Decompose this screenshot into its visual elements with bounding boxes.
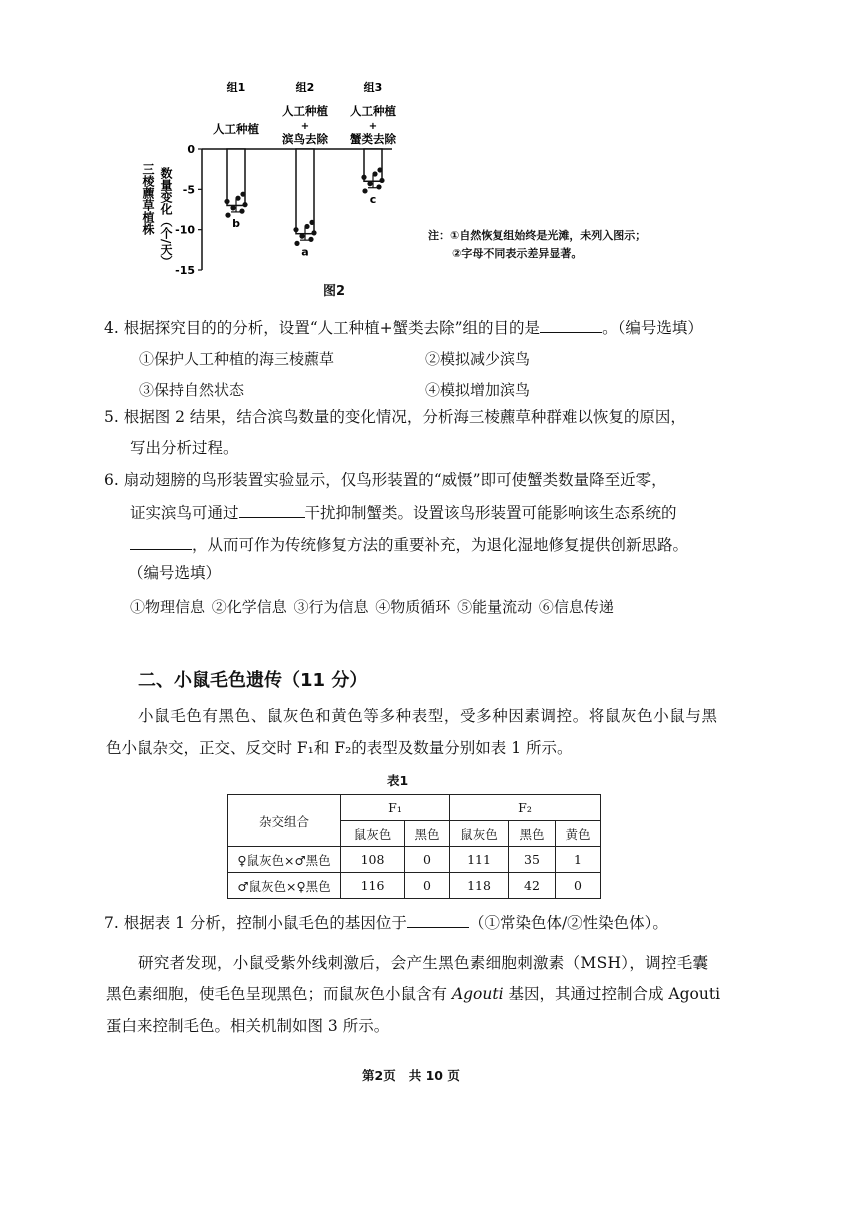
table-header-f2: F₂ [450,795,601,821]
paragraph-2-line2 [106,987,720,1003]
y-tick-label: -5 [182,183,195,197]
gene-name: Agouti [451,985,504,1003]
table-cell: 42 [509,873,556,899]
q4-text: 4. 根据探究目的的分析，设置“人工种植+蟹类去除”组的目的是 [104,319,541,337]
q6-text-c: ，从而可作为传统修复方法的重要补充，为退化湿地修复提供创新思路。 [192,536,689,554]
bars [224,149,384,258]
q4-option-1: ①保护人工种植的海三棱藨草 [139,350,335,368]
treatment-label: 蟹类去除 [350,132,396,146]
q6-blank-1 [239,503,305,518]
y-tick-label: -10 [175,223,195,237]
table-row [228,873,601,899]
table-subheader: 黑色 [405,821,450,847]
section-2-intro-line2: 色小鼠杂交，正交、反交时 F₁和 F₂的表型及数量分别如表 1 所示。 [106,739,573,757]
paragraph-2-line3: 蛋白来控制毛色。相关机制如图 3 所示。 [106,1017,390,1035]
data-point [311,230,316,235]
q6-blank-2 [130,535,192,550]
q7-text-after: （①常染色体/②性染色体）。 [468,914,668,932]
y-axis-label-line2: 数量变化（个/天） [159,167,173,268]
table-cell: 108 [341,847,405,873]
table-cell: 35 [509,847,556,873]
data-point [230,205,235,210]
q7-text: 7. 根据表 1 分析，控制小鼠毛色的基因位于 [104,914,407,932]
para2-text-a: 黑色素细胞，使毛色呈现黑色；而鼠灰色小鼠含有 [106,985,452,1003]
question-5-line1: 5. 根据图 2 结果，结合滨鸟数量的变化情况，分析海三棱藨草种群难以恢复的原因， [104,408,686,426]
table-subheader: 鼠灰色 [341,821,405,847]
bar-chart [140,75,440,305]
data-point [294,241,299,246]
figure-note-2: ②字母不同表示差异显著。 [452,247,583,260]
data-point [361,175,366,180]
group-labels [213,80,396,146]
figure-2 [140,75,440,305]
question-5-line2: 写出分析过程。 [130,439,239,457]
q6-options: ①物理信息 ②化学信息 ③行为信息 ④物质循环 ⑤能量流动 ⑥信息传递 [130,598,614,616]
table-cell: 0 [405,873,450,899]
data-point [299,234,304,239]
question-4 [104,318,703,337]
table-cell: 111 [450,847,509,873]
section-2-intro-line1: 小鼠毛色有黑色、鼠灰色和黄色等多种表型，受多种因素调控。将鼠灰色小鼠与黑 [138,707,718,725]
table-subheader: 黑色 [509,821,556,847]
paragraph-2-line1: 研究者发现，小鼠受紫外线刺激后，会产生黑色素细胞刺激素（MSH），调控毛囊 [138,954,709,972]
data-point [362,188,367,193]
page-footer: 第2页 共 10 页 [362,1068,460,1083]
section-2-title: 二、小鼠毛色遗传（11 分） [138,670,368,691]
q6-text-a: 证实滨鸟可通过 [130,504,239,522]
y-tick-label: -15 [175,264,195,277]
q6-hint: （编号选填） [128,564,222,582]
para2-text-b: 基因，其通过控制合成 Agouti [503,985,721,1003]
data-point [240,192,245,197]
table-cell-cross: ♂鼠灰色×♀黑色 [228,873,341,899]
significance-label: a [301,245,309,259]
table-cell: 0 [556,873,601,899]
data-point [376,184,381,189]
group-label: 组3 [363,81,383,94]
group-label: 组1 [226,81,246,94]
question-6-line1: 6. 扇动翅膀的鸟形装置实验显示，仅鸟形装置的“威慑”即可使蟹类数量降至近零， [104,471,667,489]
significance-label: b [232,217,240,231]
figure-note-1: 注：①自然恢复组始终是光滩，未列入图示； [428,229,647,242]
table-row [228,847,601,873]
significance-label: c [369,193,377,207]
q4-blank [540,318,602,333]
table-1-title: 表1 [387,773,409,788]
y-axis-label-line1: 三棱藨草植株 [141,163,155,235]
treatment-label: 滨鸟去除 [282,132,328,146]
treatment-label: 人工种植 [282,104,328,118]
data-point [242,202,247,207]
table-cell-cross: ♀鼠灰色×♂黑色 [228,847,341,873]
y-axis-label [141,163,173,268]
group-label: 组2 [295,81,315,94]
treatment-label: + [368,121,378,132]
table-cell: 118 [450,873,509,899]
treatment-label: 人工种植 [213,122,259,136]
table-cell: 0 [405,847,450,873]
treatment-label: + [300,121,310,132]
q7-blank [407,913,469,928]
data-point [225,213,230,218]
data-point [372,171,377,176]
data-point [367,181,372,186]
table-1 [227,794,601,899]
figure-caption: 图2 [323,284,346,299]
q4-option-4: ④模拟增加滨鸟 [425,381,531,399]
q4-option-3: ③保持自然状态 [139,381,245,399]
table-header-cross: 杂交组合 [228,795,341,847]
question-6-line3 [130,535,688,554]
data-point [235,196,240,201]
table-subheader: 黄色 [556,821,601,847]
table-subheader: 鼠灰色 [450,821,509,847]
table-cell: 1 [556,847,601,873]
data-point [377,167,382,172]
question-7 [104,913,668,932]
data-point [379,178,384,183]
axes [175,143,392,277]
data-point [224,199,229,204]
treatment-label: 人工种植 [350,104,396,118]
data-point [308,237,313,242]
q4-option-2: ②模拟减少滨鸟 [425,350,531,368]
q4-text-after: 。（编号选填） [602,319,703,337]
question-6-line2 [130,503,677,522]
data-point [304,224,309,229]
data-point [239,209,244,214]
q6-text-b: 干扰抑制蟹类。设置该鸟形装置可能影响该生态系统的 [304,504,677,522]
table-cell: 116 [341,873,405,899]
data-point [293,227,298,232]
data-point [309,220,314,225]
y-tick-label: 0 [187,143,195,156]
table-header-f1: F₁ [341,795,450,821]
